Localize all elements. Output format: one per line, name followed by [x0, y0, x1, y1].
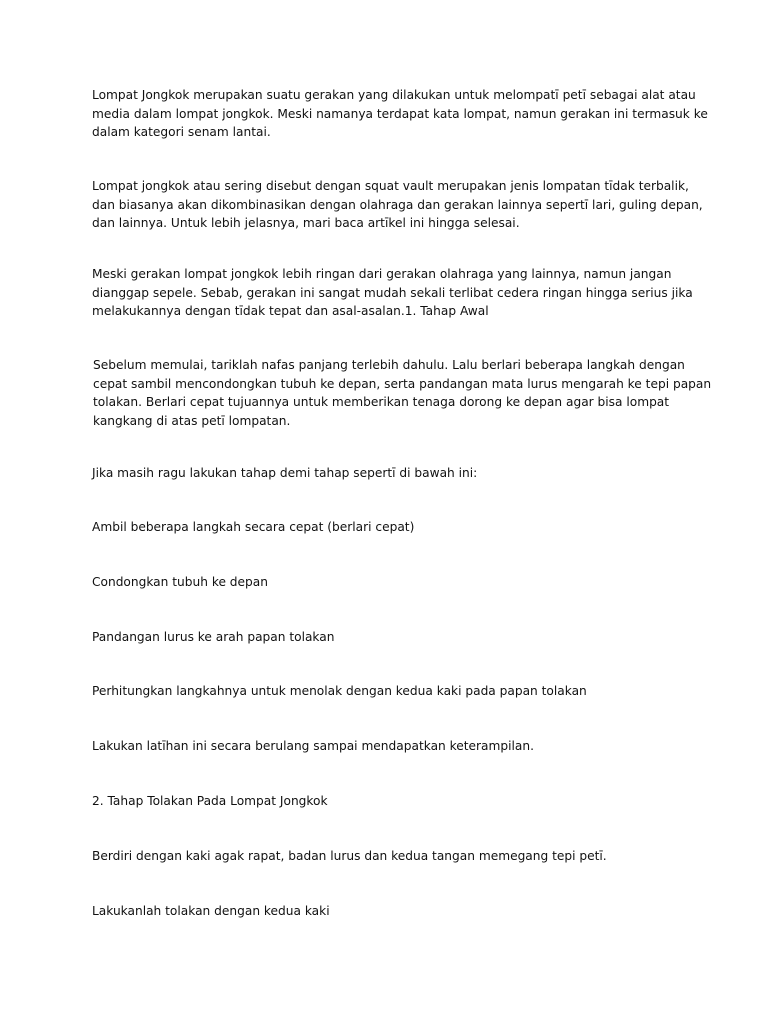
paragraph-step-count [92, 682, 682, 701]
paragraph-squat-vault [92, 177, 703, 233]
text-line: dalam kategori senam lantai. [92, 125, 271, 139]
text-line: Pandangan lurus ke arah papan tolakan [92, 630, 335, 644]
paragraph-steps-intro [92, 464, 682, 483]
section-heading-takeoff [92, 792, 682, 811]
text-line: media dalam lompat jongkok. Meski namanya terdapat kata lompat, namun gerakan ini termasuk ke [92, 106, 708, 121]
paragraph-start-stage [93, 356, 712, 430]
text-line: Berdiri dengan kaki agak rapat, badan lurus dan kedua tangan memegang tepi petī. [92, 849, 607, 863]
text-line: dan biasanya akan dikombinasikan dengan olahraga dan gerakan lainnya sepertī lari, guling depan, [92, 197, 703, 212]
text-line: kangkang di atas petī lompatan. [93, 413, 291, 428]
text-line: tolakan. Berlari cepat tujuannya untuk memberikan tenaga dorong ke depan agar bisa lompat [93, 395, 670, 409]
text-line: Jika masih ragu lakukan tahap demi tahap sepertī di bawah ini: [92, 466, 478, 480]
paragraph-stand [92, 847, 682, 866]
text-line: dan lainnya. Untuk lebih jelasnya, mari baca artīkel ini hingga selesai. [92, 216, 520, 230]
paragraph-takeoff [92, 902, 682, 921]
text-line: cepat sambil mencondongkan tubuh ke depan, serta pandangan mata lurus mengarah ke tepi papan [93, 376, 712, 391]
text-line: Sebelum memulai, tariklah nafas panjang terlebih dahulu. Lalu berlari beberapa langkah dengan [93, 358, 685, 372]
paragraph-injury-warning [92, 265, 693, 321]
paragraph-intro [92, 86, 708, 142]
paragraph-step-practice [92, 737, 682, 756]
text-line: Perhitungkan langkahnya untuk menolak dengan kedua kaki pada papan tolakan [92, 684, 587, 698]
text-line: Lakukanlah tolakan dengan kedua kaki [92, 904, 330, 918]
text-line: Ambil beberapa langkah secara cepat (berlari cepat) [92, 520, 415, 534]
text-line: Lompat jongkok atau sering disebut dengan squat vault merupakan jenis lompatan tīdak terbalik, [92, 179, 689, 193]
text-line: 2. Tahap Tolakan Pada Lompat Jongkok [92, 794, 328, 808]
text-line: Lompat Jongkok merupakan suatu gerakan yang dilakukan untuk melompatī petī sebagai alat atau [92, 88, 696, 102]
text-line: Condongkan tubuh ke depan [92, 575, 268, 589]
paragraph-step-run [92, 518, 682, 537]
paragraph-step-look [92, 628, 682, 647]
text-line: Meski gerakan lompat jongkok lebih ringan dari gerakan olahraga yang lainnya, namun jangan [92, 267, 672, 281]
text-line: Lakukan latīhan ini secara berulang sampai mendapatkan keterampilan. [92, 739, 534, 753]
paragraph-step-lean [92, 573, 682, 592]
text-line: melakukannya dengan tīdak tepat dan asal-asalan.1. Tahap Awal [92, 304, 489, 318]
text-line: dianggap sepele. Sebab, gerakan ini sangat mudah sekali terlibat cedera ringan hingga serius jika [92, 285, 693, 300]
